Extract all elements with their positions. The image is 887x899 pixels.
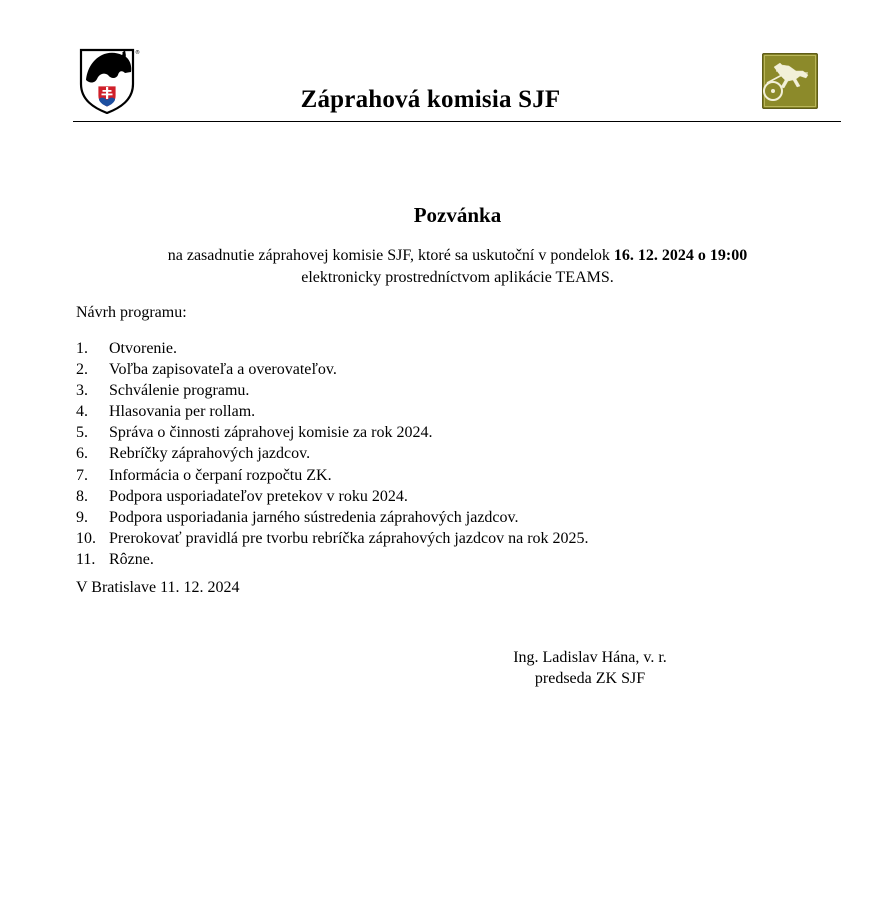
svg-text:®: ® bbox=[135, 50, 140, 56]
agenda-item: 9. Podpora usporiadania jarného sústredenia záprahových jazdcov. bbox=[76, 508, 519, 526]
driving-horse-carriage-logo-icon bbox=[762, 53, 818, 109]
invitation-heading: Pozvánka bbox=[413, 203, 502, 227]
intro-text: na zasadnutie záprahovej komisie SJF, ktoré sa uskutoční v pondelok bbox=[167, 247, 614, 264]
header-divider bbox=[73, 121, 841, 122]
agenda-item: 6. Rebríčky záprahových jazdcov. bbox=[76, 445, 311, 463]
agenda-item: 2. Voľba zapisovateľa a overovateľov. bbox=[76, 361, 337, 379]
agenda-item: 11. Rôzne. bbox=[76, 550, 154, 568]
intro-line-2: elektronicky prostredníctvom aplikácie TEAMS. bbox=[301, 269, 614, 286]
page-title: Záprahová komisia SJF bbox=[300, 86, 561, 113]
agenda-label: Návrh programu: bbox=[76, 304, 187, 321]
agenda-item: 1. Otvorenie. bbox=[76, 340, 177, 357]
invitation-intro bbox=[0, 245, 887, 289]
agenda-item: 3. Schválenie programu. bbox=[76, 382, 250, 400]
agenda-item: 4. Hlasovania per rollam. bbox=[76, 403, 256, 421]
signature-block bbox=[470, 647, 710, 689]
place-and-date: V Bratislave 11. 12. 2024 bbox=[76, 579, 240, 596]
agenda-item: 5. Správa o činnosti záprahovej komisie za rok 2024. bbox=[76, 424, 433, 442]
agenda-item: 8. Podpora usporiadateľov pretekov v roku 2024. bbox=[76, 487, 408, 505]
signature-role: predseda ZK SJF bbox=[534, 670, 646, 687]
agenda-list bbox=[76, 338, 589, 570]
agenda-item: 10. Prerokovať pravidlá pre tvorbu rebríčka záprahových jazdcov na rok 2025. bbox=[76, 529, 589, 547]
agenda-item: 7. Informácia o čerpaní rozpočtu ZK. bbox=[76, 466, 332, 484]
meeting-datetime: 16. 12. 2024 o 19:00 bbox=[613, 247, 748, 264]
signature-name: Ing. Ladislav Hána, v. r. bbox=[513, 649, 667, 666]
